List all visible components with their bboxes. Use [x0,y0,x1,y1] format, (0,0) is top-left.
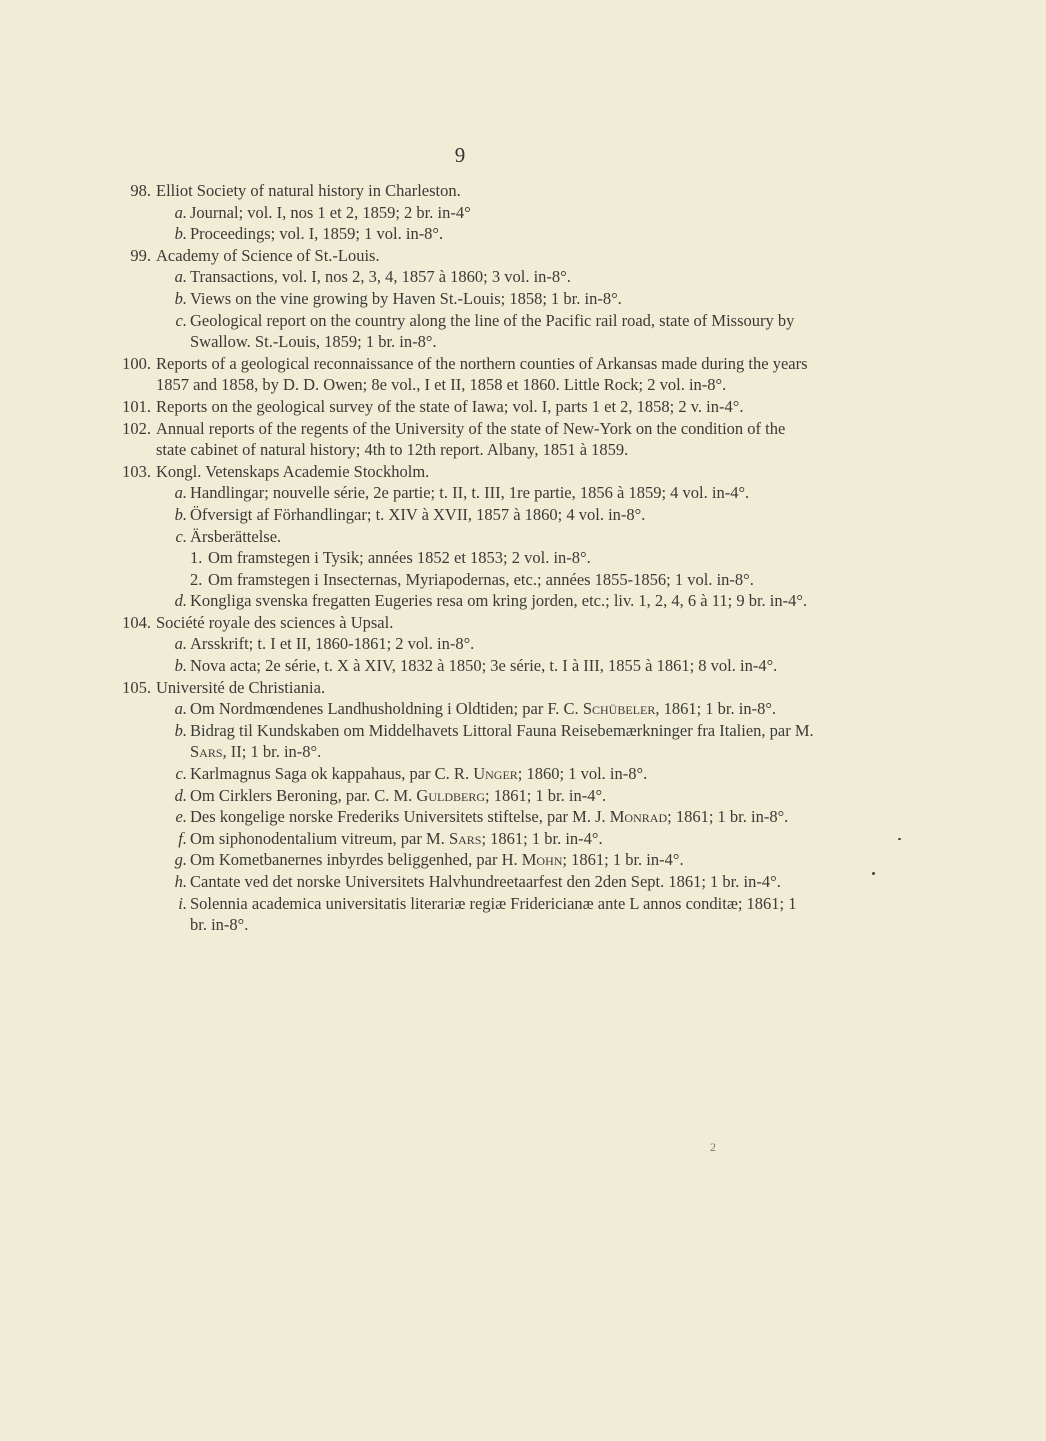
sub-item-text: Des kongelige norske Frederiks Universitets stiftelse, par M. J. Monrad; 1861; 1 br. in-8°. [190,807,789,827]
sub-item [116,310,816,353]
sub-item [116,266,816,288]
entry-number: 105. [122,677,151,697]
sub-item-text: Solennia academica universitatis literariæ regiæ Fridericianæ ante L annos conditæ; 1861; 1 br. in-8°. [190,893,797,935]
sub-item-text: Cantate ved det norske Universitets Halvhundreetaarfest den 2den Sept. 1861; 1 br. in-4°. [190,872,781,891]
sub-item [116,590,816,612]
entry-number: 104. [122,612,151,632]
sub-sub-item-number: 1. [190,548,203,568]
sub-item-text: Geological report on the country along the line of the Pacific rail road, state of Missoury by Swallow. St.-Louis, 1859; 1 br. in-8°. [190,310,795,352]
entry-title: Société royale des sciences à Upsal. [156,612,394,632]
sub-item-letter: a. [174,202,187,222]
sub-item-text: Proceedings; vol. I, 1859; 1 vol. in-8°. [190,224,444,244]
sub-sub-item [116,547,816,569]
page-number: 9 [454,143,466,167]
entry-title: Université de Christiania. [156,677,326,697]
sub-item [116,763,816,785]
entry-title: Reports of a geological reconnaissance of the northern counties of Arkansas made during the years 1857 and 1858, by D. D. Owen; 8e vol., I et II, 1858 et 1860. Little Rock; 2 vol. in-8°. [156,353,808,395]
sub-item [116,223,816,245]
sub-item-letter: b. [174,504,187,524]
sub-item [116,288,816,310]
sub-item-letter: d. [174,591,187,611]
entry-number: 103. [122,461,151,481]
sub-item [116,202,816,224]
sub-item-letter: a. [174,483,187,503]
sub-item [116,720,816,763]
author-name: Unger [473,764,518,784]
sub-item-text: Ärsberättelse. [190,526,282,546]
sub-item [116,849,816,871]
sub-item [116,655,816,677]
author-name: Sars [448,828,482,848]
author-name: Mohn [521,850,563,870]
sub-sub-item [116,569,816,591]
sub-item-text: Kongliga svenska fregatten Eugeries resa om kring jorden, etc.; liv. 1, 2, 4, 6 à 11; 9 br. in-4°. [190,591,808,611]
entry-105 [116,677,816,699]
sub-sub-item-text: Om framstegen i Insecternas, Myriapodernas, etc.; années 1855-1856; 1 vol. in-8°. [208,569,754,589]
entry-102 [116,418,816,461]
entry-title: Elliot Society of natural history in Charleston. [156,181,461,200]
stray-mark [898,838,901,840]
sub-sub-item-text: Om framstegen i Tysik; années 1852 et 1853; 2 vol. in-8°. [208,548,591,568]
sub-item-text: Om Cirklers Beroning, par. C. M. Guldberg; 1861; 1 br. in-4°. [190,785,607,805]
entry-number: 102. [122,418,151,438]
sub-item-letter: b. [174,720,187,740]
entry-number: 98. [130,181,151,200]
sub-item-letter: g. [174,850,187,870]
author-name: Schübeler [582,699,656,719]
sub-item [116,526,816,548]
sub-item-letter: a. [174,267,187,287]
entry-title: Kongl. Vetenskaps Academie Stockholm. [156,461,430,481]
sub-item [116,871,816,893]
sub-item-letter: b. [174,288,187,308]
sub-item-text: Nova acta; 2e série, t. X à XIV, 1832 à 1850; 3e série, t. I à III, 1855 à 1861; 8 vol. in-4°. [190,656,778,676]
entry-99 [116,245,816,267]
entry-101 [116,396,816,418]
sub-item [116,893,816,936]
sub-item-letter: a. [174,634,187,654]
entry-103 [116,461,816,483]
entry-title: Annual reports of the regents of the University of the state of New-York on the condition of the state cabinet of natural history; 4th to 12th report. Albany, 1851 à 1859. [156,418,786,460]
sub-item-text: Karlmagnus Saga ok kappahaus, par C. R. Unger; 1860; 1 vol. in-8°. [190,764,648,784]
sub-item [116,806,816,828]
sub-item-letter: c. [175,526,187,546]
sub-item-letter: d. [174,785,187,805]
entry-title: Reports on the geological survey of the state of Iawa; vol. I, parts 1 et 2, 1858; 2 v. in-4°. [156,396,744,416]
signature-mark: 2 [710,1140,716,1154]
sub-item-letter: e. [175,807,187,827]
sub-sub-item-number: 2. [190,569,203,589]
author-name: Sars [190,742,223,762]
sub-item-letter: h. [174,872,187,891]
sub-item-text: Om Nordmœndenes Landhusholdning i Oldtiden; par F. C. Schübeler, 1861; 1 br. in-8°. [190,699,777,719]
author-name: Monrad [609,807,668,827]
entry-104 [116,612,816,634]
sub-item-letter: b. [174,224,187,244]
sub-item-text: Transactions, vol. I, nos 2, 3, 4, 1857 à 1860; 3 vol. in-8°. [190,267,571,287]
stray-mark [872,872,875,875]
catalog-entries [116,180,816,936]
entry-number: 99. [130,245,151,265]
sub-item [116,785,816,807]
sub-item-letter: a. [174,699,187,719]
sub-item-text: Journal; vol. I, nos 1 et 2, 1859; 2 br. in-4° [190,202,471,222]
sub-item-letter: c. [175,764,187,784]
sub-item [116,633,816,655]
entry-100 [116,353,816,396]
sub-item-text: Om Kometbanernes inbyrdes beliggenhed, par H. Mohn; 1861; 1 br. in-4°. [190,850,684,870]
sub-item-letter: c. [175,310,187,330]
sub-item [116,828,816,850]
entry-number: 100. [122,353,151,373]
sub-item-text: Om siphonodentalium vitreum, par M. Sars; 1861; 1 br. in-4°. [190,828,603,848]
sub-item-letter: f. [178,828,187,848]
sub-item-text: Öfversigt af Förhandlingar; t. XIV à XVII, 1857 à 1860; 4 vol. in-8°. [190,504,646,524]
sub-item [116,504,816,526]
entry-98 [116,180,816,202]
entry-number: 101. [122,396,151,416]
sub-item [116,698,816,720]
sub-item-text: Handlingar; nouvelle série, 2e partie; t. II, t. III, 1re partie, 1856 à 1859; 4 vol. in-4°. [190,483,750,503]
sub-item-letter: i. [178,893,187,913]
sub-item [116,482,816,504]
sub-item-text: Arsskrift; t. I et II, 1860-1861; 2 vol. in-8°. [190,634,475,654]
sub-item-text: Bidrag til Kundskaben om Middelhavets Littoral Fauna Reisebemærkninger fra Italien, par M. Sars, II; 1 br. in-8°. [190,720,814,762]
author-name: Guldberg [416,785,485,805]
entry-title: Academy of Science of St.-Louis. [156,245,380,265]
sub-item-text: Views on the vine growing by Haven St.-Louis; 1858; 1 br. in-8°. [190,288,622,308]
sub-item-letter: b. [174,656,187,676]
